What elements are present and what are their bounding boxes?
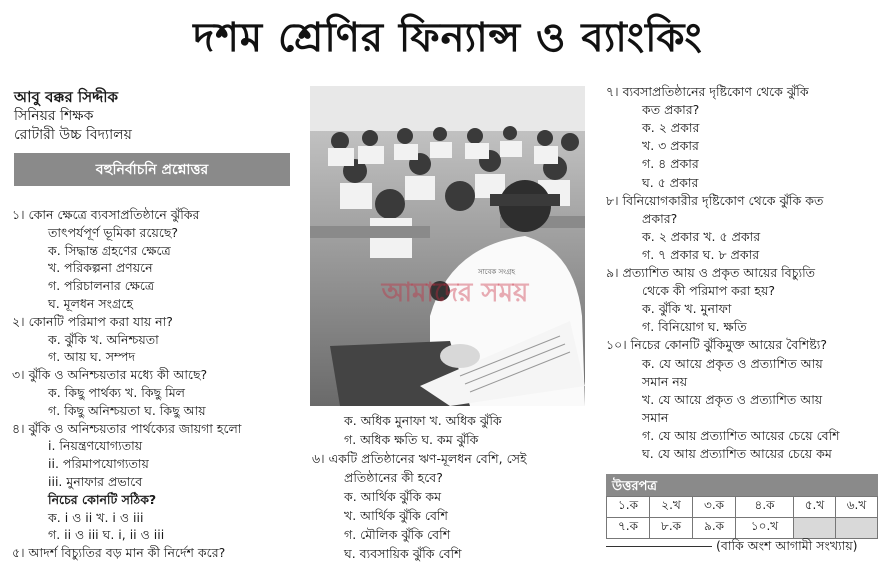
option-text: ঘ. ৫ প্রকার (642, 174, 699, 190)
question-text: ৮। বিনিয়োগকারীর দৃষ্টিকোণ থেকে ঝুঁকি কত (606, 192, 824, 208)
option-text: ক. আর্থিক ঝুঁকি কম (344, 489, 442, 504)
option-text: ঘ. মূলধন সংগ্রহে (48, 296, 133, 311)
answer-key-heading: উত্তরপত্র (606, 474, 878, 496)
answer-cell: ৮.ক (650, 518, 693, 539)
author-school: রোটারী উচ্চ বিদ্যালয় (14, 127, 132, 143)
option-text: ঘ. ব্যবসায়িক ঝুঁকি বেশি (344, 546, 462, 561)
continued-note: (বাকি অংশ আগামী সংখ্যায়) (716, 538, 858, 553)
option-text: ক. ২ প্রকার খ. ৫ প্রকার (642, 228, 761, 244)
option-text: ক. কিছু পার্থক্য খ. কিছু মিল (48, 385, 185, 400)
option-text: ii. পরিমাপযোগ্যতায় (48, 456, 149, 472)
answer-cell-empty (835, 518, 877, 539)
option-text: গ. আয় ঘ. সম্পদ (48, 349, 136, 365)
author-name: আবু বক্কর সিদ্দীক (14, 88, 119, 106)
option-text: সমান (642, 409, 669, 425)
page-title: দশম শ্রেণির ফিন্যান্স ও ব্যাংকিং (193, 15, 703, 61)
option-text: খ. পরিকল্পনা প্রণয়নে (48, 260, 153, 276)
option-text: তাৎপর্যপূর্ণ ভূমিকা রয়েছে? (48, 224, 179, 240)
option-text: গ. কিছু অনিশ্চয়তা ঘ. কিছু আয় (48, 402, 206, 418)
answer-cell: ১.ক (607, 497, 650, 518)
footer-rule (606, 546, 712, 547)
option-text: ক. সিদ্ধান্ত গ্রহণের ক্ষেত্রে (48, 242, 171, 258)
question-text: ৯। প্রত্যাশিত আয় ও প্রকৃত আয়ের বিচ্যুতি (606, 265, 816, 280)
answer-cell: ৫.খ (794, 497, 836, 518)
option-text: থেকে কী পরিমাপ করা হয়? (642, 283, 775, 299)
answer-cell: ২.খ (650, 497, 693, 518)
option-text: i. নিয়ন্ত্রণযোগ্যতায় (48, 438, 143, 454)
option-text: গ. অধিক ক্ষতি ঘ. কম ঝুঁকি (344, 432, 479, 447)
answer-key-table (606, 496, 878, 539)
section-title: বহুনির্বাচনি প্রশ্নোত্তর (14, 153, 290, 186)
option-text: iii. মুনাফার প্রভাবে (48, 474, 143, 489)
question-text: ১। কোন ক্ষেত্রে ব্যবসাপ্রতিষ্ঠানে ঝুঁকির (12, 207, 200, 222)
option-text: প্রতিষ্ঠানের কী হবে? (344, 470, 443, 485)
option-text: কত প্রকার? (642, 102, 700, 118)
option-text: ঘ. যে আয় প্রত্যাশিত আয়ের চেয়ে কম (642, 446, 832, 461)
question-text: ৭। ব্যবসাপ্রতিষ্ঠানের দৃষ্টিকোণ থেকে ঝুঁকি (606, 84, 809, 99)
option-text: ক. ঝুঁকি খ. মুনাফা (642, 301, 732, 317)
answer-cell: ৩.ক (693, 497, 736, 518)
question-text: ২। কোনটি পরিমাপ করা যায় না? (12, 313, 173, 329)
option-text: খ. ৩ প্রকার (642, 138, 699, 154)
answer-cell: ৯.ক (693, 518, 736, 539)
option-text: প্রকার? (642, 210, 678, 226)
exam-hall-photo (310, 86, 585, 406)
option-text: গ. ৪ প্রকার (642, 156, 699, 172)
option-text: গ. ii ও iii ঘ. i, ii ও iii (48, 527, 165, 543)
question-text: ১০। নিচের কোনটি ঝুঁকিমুক্ত আয়ের বৈশিষ্ট্য? (606, 337, 827, 353)
answer-key (606, 474, 878, 539)
option-text: গ. বিনিয়োগ ঘ. ক্ষতি (642, 319, 747, 335)
option-text: ক. i ও ii খ. i ও iii (48, 509, 144, 525)
answer-cell-empty (794, 518, 836, 539)
question-text: ৪। ঝুঁকি ও অনিশ্চয়তার পার্থক্যের জায়গা হলো (12, 420, 242, 436)
option-text: নিচের কোনটি সঠিক? (48, 491, 157, 507)
option-text: খ. যে আয়ে প্রকৃত ও প্রত্যাশিত আয় (642, 391, 823, 407)
option-text: গ. পরিচালনার ক্ষেত্রে (48, 278, 155, 294)
option-text: ক. ২ প্রকার (642, 120, 700, 136)
option-text: গ. মৌলিক ঝুঁকি বেশি (344, 527, 451, 542)
question-text: ৬। একটি প্রতিষ্ঠানের ঋণ-মূলধন বেশি, সেই (312, 451, 527, 466)
answer-cell: ৬.খ (835, 497, 877, 518)
author-block (14, 88, 132, 145)
option-text: খ. আর্থিক ঝুঁকি বেশি (344, 508, 448, 523)
option-text: ক. অধিক মুনাফা খ. অধিক ঝুঁকি (344, 413, 502, 428)
option-text: ক. যে আয়ে প্রকৃত ও প্রত্যাশিত আয় (642, 355, 823, 371)
option-text: সমান নয় (642, 373, 688, 389)
option-text: ক. ঝুঁকি খ. অনিশ্চয়তা (48, 331, 159, 347)
newspaper-watermark: আমাদের সময় (381, 278, 529, 308)
question-text: ৫। আদর্শ বিচ্যুতির বড় মান কী নির্দেশ করে? (12, 545, 226, 561)
answer-cell: ১০.খ (736, 518, 794, 539)
answer-cell: ৪.ক (736, 497, 794, 518)
photo-credit: সাবেক সংগ্রহ (478, 268, 516, 276)
author-designation: সিনিয়র শিক্ষক (14, 108, 94, 124)
question-text: ৩। ঝুঁকি ও অনিশ্চয়তার মধ্যে কী আছে? (12, 367, 208, 383)
option-text: গ. ৭ প্রকার ঘ. ৮ প্রকার (642, 246, 760, 262)
answer-cell: ৭.ক (607, 518, 650, 539)
option-text: গ. যে আয় প্রত্যাশিত আয়ের চেয়ে বেশি (642, 427, 840, 443)
students-writing-exam-image (310, 86, 585, 406)
